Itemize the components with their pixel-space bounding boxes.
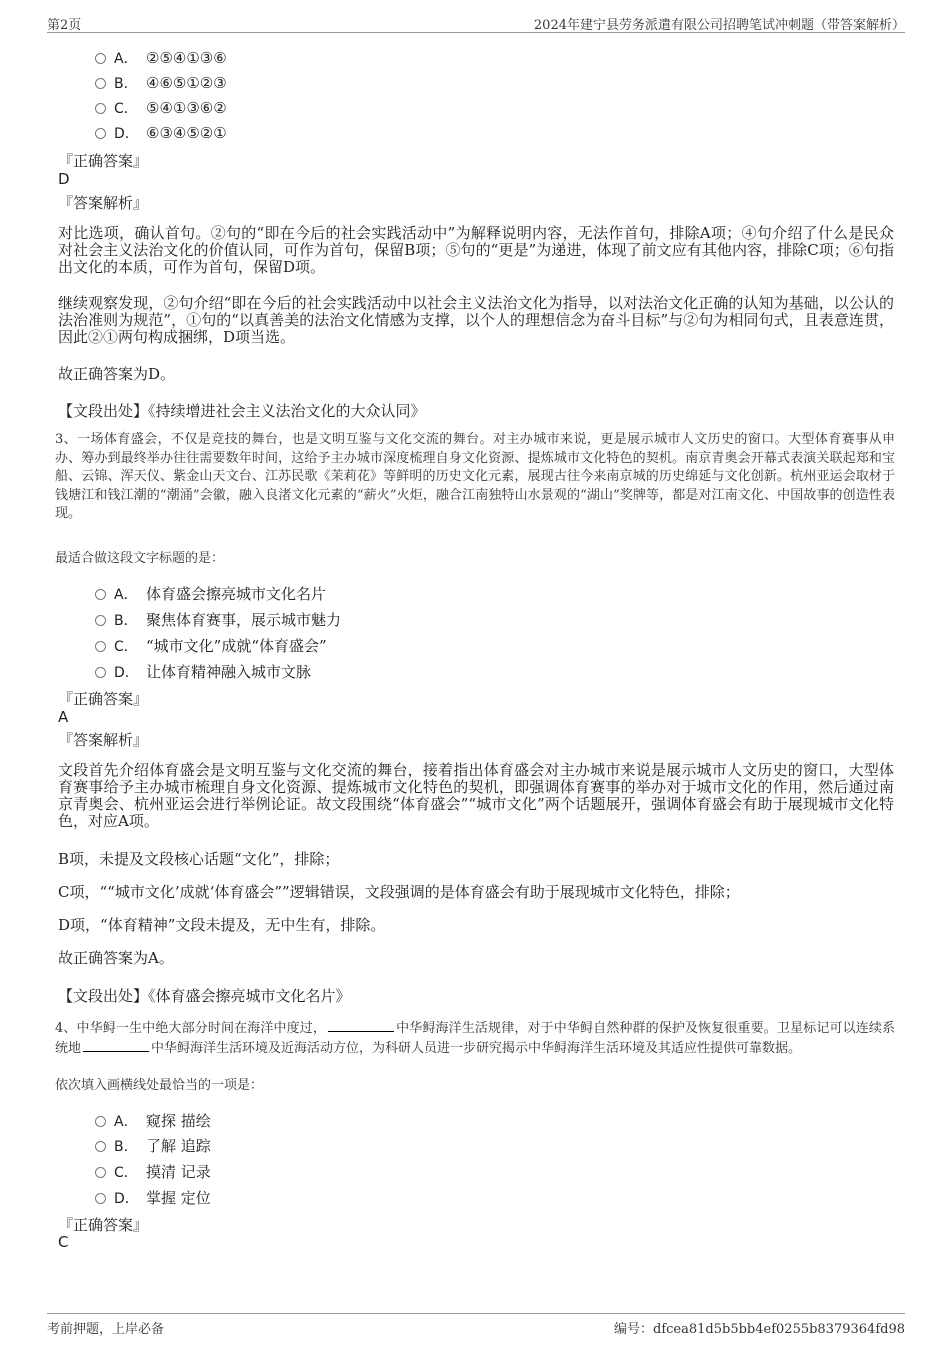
q3-option-c[interactable]: C． “城市文化”成就“体育盛会” [95,635,327,655]
page-header [47,14,905,33]
page-number: 第2页 [47,18,82,33]
q4-answer-label: 『正确答案』 [58,1216,149,1234]
document-title: 2024年建宁县劳务派遣有限公司招聘笔试冲刺题（带答案解析） [533,18,905,33]
fill-blank[interactable] [83,1039,149,1052]
radio-icon[interactable] [95,641,106,652]
q3-answer-label: 『正确答案』 [58,690,149,708]
q4-answer: C [58,1233,69,1251]
radio-icon[interactable] [95,103,106,114]
q2-option-d[interactable]: D． ⑥③④⑤②① [95,123,227,143]
radio-icon[interactable] [95,53,106,64]
q2-analysis-conclusion: 故正确答案为D。 [58,365,176,383]
q3-option-b[interactable]: B． 聚焦体育赛事，展示城市魅力 [95,609,341,629]
q3-option-d[interactable]: D． 让体育精神融入城市文脉 [95,661,311,681]
q3-analysis-paragraph: B项，未提及文段核心话题“文化”，排除； [58,850,340,868]
q3-analysis-paragraph: 文段首先介绍体育盛会是文明互鉴与文化交流的舞台，接着指出体育盛会对主办城市来说是展示城市人文历史的窗口，大型体育赛事给予主办城市梳理自身文化资源、提炼城市文化特色的契机，即强调体育赛事的举办对于城市文化的作用，然后通过南京青奥会、杭州亚运会进行举例论证。故文段围绕“体育盛会”“城市文化”两个话题展开，强调体育盛会有助于展现城市文化特色，对应A项。 [58,761,894,830]
q3-stem: 3、一场体育盛会，不仅是竞技的舞台，也是文明互鉴与文化交流的舞台。对主办城市来说，更是展示城市人文历史的窗口。大型体育赛事从申办、筹办到最终举办往往需要数年时间，这给予主办城市深度梳理自身文化资源、提炼城市文化特色的契机。南京青奥会开幕式表演关联起郑和宝船、云锦、浑天仪、紫金山天文台、江苏民歌《茉莉花》等鲜明的历史文化元素，展现古往今来南京城的历史绵延与文化创新。杭州亚运会取材于钱塘江和钱江潮的“潮涌”会徽，融入良渚文化元素的“薪火”火炬，融合江南独特山水景观的“湖山”奖牌等，都是对江南文化、中国故事的创造性表现。 [55,432,895,521]
radio-icon[interactable] [95,78,106,89]
q2-source: 【文段出处】《持续增进社会主义法治文化的大众认同》 [58,402,426,420]
q4-option-a[interactable]: A． 窥探 描绘 [95,1110,211,1130]
q3-analysis-conclusion: 故正确答案为A。 [58,949,174,967]
radio-icon[interactable] [95,1193,106,1204]
q2-answer: D [58,170,70,188]
q4-option-d[interactable]: D． 掌握 定位 [95,1187,211,1207]
q2-analysis-paragraph: 继续观察发现，②句介绍“即在今后的社会实践活动中以社会主义法治文化为指导，以对法治文化正确的认知为基础，以公认的法治准则为规范”，①句的“以真善美的法治文化情感为支撑，以个人的理想信念为奋斗目标”与②句为相同句式，且表意连贯，因此②①两句构成捆绑，D项当选。 [58,294,894,346]
radio-icon[interactable] [95,615,106,626]
q3-option-a[interactable]: A． 体育盛会擦亮城市文化名片 [95,583,326,603]
q4-option-c[interactable]: C． 摸清 记录 [95,1161,211,1181]
radio-icon[interactable] [95,589,106,600]
radio-icon[interactable] [95,1141,106,1152]
q3-analysis-label: 『答案解析』 [58,731,149,749]
q3-answer: A [58,708,69,726]
q2-option-b[interactable]: B． ④⑥⑤①②③ [95,73,227,93]
q4-option-b[interactable]: B． 了解 追踪 [95,1135,211,1155]
page-footer [47,1313,905,1336]
q2-option-a[interactable]: A． ②⑤④①③⑥ [95,48,227,68]
q2-answer-label: 『正确答案』 [58,152,149,170]
q2-analysis-label: 『答案解析』 [58,194,149,212]
q2-analysis-paragraph: 对比选项，确认首句。②句的“即在今后的社会实践活动中”为解释说明内容，无法作首句，排除A项；④句介绍了什么是民众对社会主义法治文化的价值认同，可作为首句，保留B项；⑤句的“更是”为递进，体现了前文应有其他内容，排除C项；⑥句指出文化的本质，可作为首句，保留D项。 [58,224,894,276]
fill-blank[interactable] [328,1019,394,1032]
radio-icon[interactable] [95,128,106,139]
radio-icon[interactable] [95,667,106,678]
q3-analysis-paragraph: D项，“体育精神”文段未提及，无中生有，排除。 [58,916,386,934]
q2-option-c[interactable]: C． ⑤④①③⑥② [95,98,227,118]
q3-analysis-paragraph: C项，““城市文化’成就‘体育盛会””逻辑错误，文段强调的是体育盛会有助于展现城市文化特色，排除； [58,883,740,901]
document-id: 编号：dfcea81d5b5bb4ef0255b8379364fd98 [614,1322,905,1337]
radio-icon[interactable] [95,1167,106,1178]
q3-source: 【文段出处】《体育盛会擦亮城市文化名片》 [58,987,351,1005]
q3-prompt: 最适合做这段文字标题的是： [55,551,225,566]
footer-slogan: 考前押题，上岸必备 [47,1322,165,1337]
q4-prompt: 依次填入画横线处最恰当的一项是： [55,1078,264,1093]
q4-stem: 4、中华鲟一生中绝大部分时间在海洋中度过， 中华鲟海洋生活规律，对于中华鲟自然种群的保护及恢复很重要。卫星标记可以连续系统地 中华鲟海洋生活环境及近海活动方位，为科研人员进一步研究揭示中华鲟海洋生活环境及其适应性提供可靠数据。 [55,1021,895,1056]
radio-icon[interactable] [95,1116,106,1127]
